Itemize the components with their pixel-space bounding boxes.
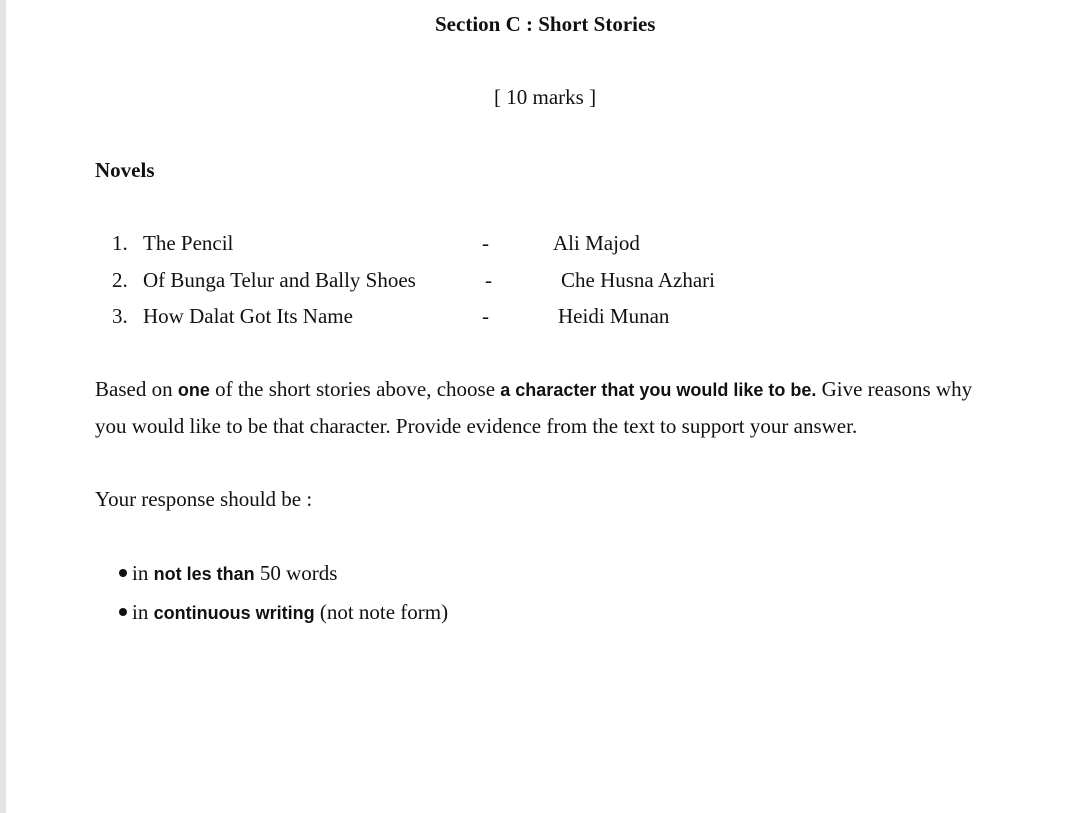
response-intro: Your response should be : — [95, 487, 313, 511]
question-text: of the short stories above, choose — [209, 377, 501, 401]
emphasis-character: a character that you would like to be. — [500, 380, 817, 400]
question-line-2: you would like to be that character. Provide evidence from the text to support your answer. — [95, 414, 858, 438]
bullet-text: (not note form) — [314, 600, 449, 624]
story-title: How Dalat Got Its Name — [143, 304, 353, 328]
document-page — [6, 0, 1080, 813]
bullet-item — [119, 602, 448, 623]
story-author: Heidi Munan — [558, 304, 670, 328]
bullet-item — [119, 563, 337, 584]
separator-dash: - — [482, 304, 489, 328]
section-title: Section C : Short Stories — [435, 12, 656, 36]
bullet-emphasis: not les than — [153, 564, 255, 584]
question-text: Based on — [95, 377, 178, 401]
marks-label: [ 10 marks ] — [494, 85, 597, 109]
bullet-text: 50 words — [254, 561, 338, 585]
story-author: Ali Majod — [553, 231, 640, 255]
bullet-text: in — [132, 600, 154, 624]
story-author: Che Husna Azhari — [561, 268, 715, 292]
separator-dash: - — [485, 268, 492, 292]
item-number: 3. — [112, 304, 128, 328]
bullet-emphasis: continuous writing — [153, 603, 315, 623]
story-title: The Pencil — [143, 231, 234, 255]
item-number: 2. — [112, 268, 128, 292]
novels-heading: Novels — [95, 158, 155, 182]
story-title: Of Bunga Telur and Bally Shoes — [143, 268, 416, 292]
question-line-1 — [95, 379, 972, 400]
bullet-text: in — [132, 561, 154, 585]
emphasis-one: one — [177, 380, 210, 400]
separator-dash: - — [482, 231, 489, 255]
item-number: 1. — [112, 231, 128, 255]
bullet-icon — [119, 608, 127, 616]
question-text: Give reasons why — [816, 377, 973, 401]
bullet-icon — [119, 569, 127, 577]
